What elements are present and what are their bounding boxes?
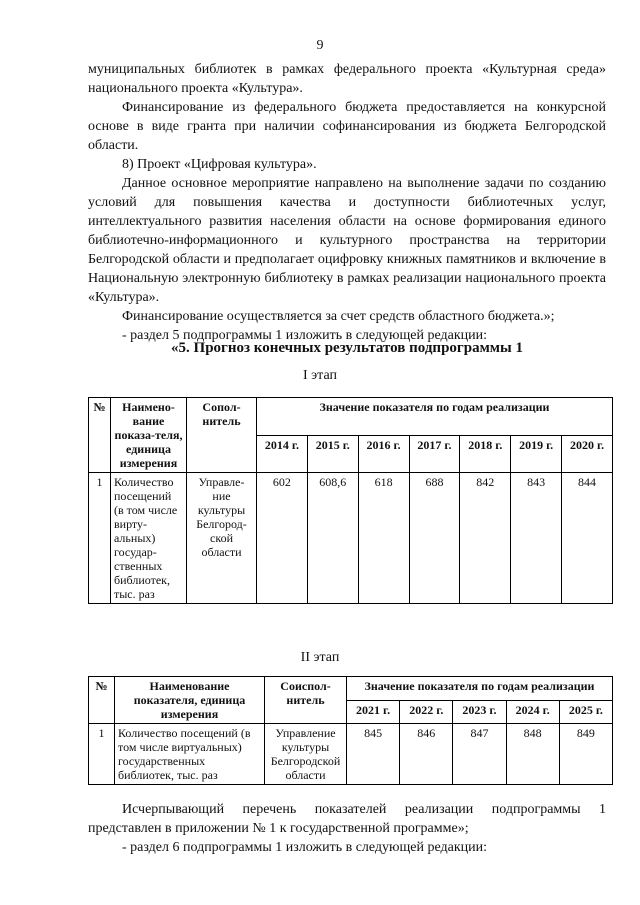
header-name: Наимено-вание показа-теля, единица измерения [111,398,187,473]
row-value: 847 [453,724,506,785]
row-value: 608,6 [307,473,358,604]
row-value: 845 [347,724,400,785]
row-value: 843 [511,473,562,604]
row-value: 688 [409,473,460,604]
header-year: 2023 г. [453,700,506,724]
header-year: 2014 г. [257,435,308,473]
paragraph-1: муниципальных библиотек в рамках федерального проекта «Культурная среда» национального проекта «Культура». [88,62,606,96]
stage-1-table [88,397,613,604]
header-year: 2016 г. [358,435,409,473]
row-value: 844 [562,473,613,604]
paragraph-5: Финансирование осуществляется за счет средств областного бюджета.»; [122,309,555,324]
stage-2-label: II этап [300,650,340,665]
row-value: 848 [506,724,559,785]
paragraph-3: 8) Проект «Цифровая культура». [122,157,317,172]
row-name: Количество посещений (в том числе вирту-альных) государ-ственных библиотек, тыс. раз [111,473,187,604]
bottom-paragraph-1: Исчерпывающий перечень показателей реализации подпрограммы 1 представлен в приложении № 1 к государственной программе»; [88,802,606,836]
header-year: 2020 г. [562,435,613,473]
row-executor: Управле-ние культуры Белгород-ской области [187,473,257,604]
header-executor: Соиспол-нитель [265,677,347,724]
paragraph-4: Данное основное мероприятие направлено на выполнение задачи по созданию условий для повышения качества и доступности библиотечных услуг, интеллектуального развития населения области на основе формирования единого библиотечно-информационного и культурного пространства на территории Белгородской области и предполагает оцифровку книжных памятников и включение в Национальную электронную библиотеку в рамках реализации национального проекта «Культура». [88,176,606,305]
header-num: № [89,677,115,724]
header-values-group: Значение показателя по годам реализации [257,398,613,436]
header-num: № [89,398,111,473]
body-text [88,60,606,345]
header-values-group: Значение показателя по годам реализации [347,677,613,701]
table-row [89,473,613,604]
header-executor: Сопол-нитель [187,398,257,473]
row-name: Количество посещений (в том числе виртуальных) государственных библиотек, тыс. раз [115,724,265,785]
stage-1-label: I этап [303,368,337,383]
row-num: 1 [89,473,111,604]
row-value: 842 [460,473,511,604]
header-year: 2015 г. [307,435,358,473]
row-value: 618 [358,473,409,604]
table-row [89,724,613,785]
header-year: 2017 г. [409,435,460,473]
row-value: 849 [559,724,612,785]
paragraph-6: - раздел 5 подпрограммы 1 изложить в следующей редакции: [122,328,488,343]
row-value: 846 [400,724,453,785]
row-value: 602 [257,473,308,604]
header-year: 2022 г. [400,700,453,724]
header-year: 2025 г. [559,700,612,724]
stage-2-table [88,676,613,785]
bottom-text [88,800,606,857]
header-year: 2018 г. [460,435,511,473]
page-number: 9 [316,38,324,53]
row-num: 1 [89,724,115,785]
row-executor: Управление культуры Белгородской области [265,724,347,785]
section-heading: «5. Прогноз конечных результатов подпрограммы 1 [171,340,523,356]
header-year: 2024 г. [506,700,559,724]
header-name: Наименование показателя, единица измерения [115,677,265,724]
header-year: 2021 г. [347,700,400,724]
bottom-paragraph-2: - раздел 6 подпрограммы 1 изложить в следующей редакции: [122,840,488,855]
paragraph-2: Финансирование из федерального бюджета предоставляется на конкурсной основе в виде гранта при наличии софинансирования из бюджета Белгородской области. [88,100,606,153]
header-year: 2019 г. [511,435,562,473]
